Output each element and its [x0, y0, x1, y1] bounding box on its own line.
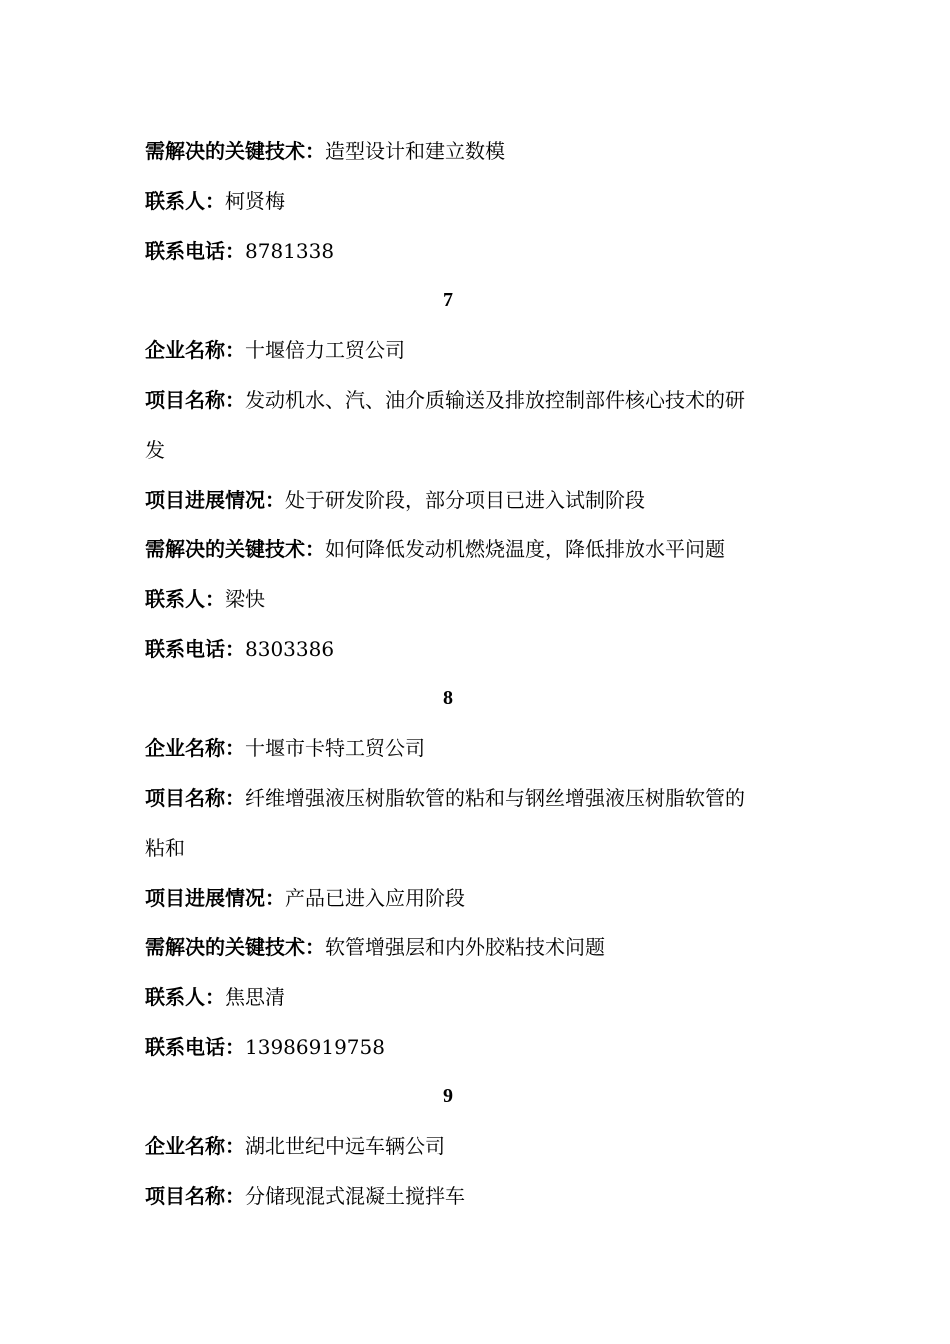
company-line: [145, 336, 825, 364]
field-value: 十堰倍力工贸公司: [245, 338, 405, 362]
field-value: 13986919758: [245, 1035, 385, 1059]
field-label: 需解决的关键技术：: [145, 139, 325, 163]
field-label: 联系人：: [145, 189, 225, 213]
field-label: 项目进展情况：: [145, 488, 285, 512]
field-value: 如何降低发动机燃烧温度，降低排放水平问题: [325, 537, 725, 561]
project-line-continued: [145, 834, 825, 862]
project-line: [145, 386, 825, 414]
project-line-continued: [145, 436, 825, 464]
entry-number: 7: [443, 289, 453, 311]
key-tech-line: [145, 137, 825, 165]
field-label: 项目名称：: [145, 786, 245, 810]
field-value: 梁快: [225, 587, 265, 611]
field-value: 产品已进入应用阶段: [285, 886, 465, 910]
field-value: 焦思清: [225, 985, 285, 1009]
field-label: 企业名称：: [145, 338, 245, 362]
field-value: 发动机水、汽、油介质输送及排放控制部件核心技术的研: [245, 388, 745, 412]
field-value: 分储现混式混凝土搅拌车: [245, 1184, 465, 1208]
field-value: 8303386: [245, 637, 335, 661]
field-value: 十堰市卡特工贸公司: [245, 736, 425, 760]
field-value: 纤维增强液压树脂软管的粘和与钢丝增强液压树脂软管的: [245, 786, 745, 810]
field-label: 联系人：: [145, 587, 225, 611]
field-label: 项目进展情况：: [145, 886, 285, 910]
entry-number: 8: [443, 687, 453, 709]
field-value: 湖北世纪中远车辆公司: [245, 1134, 445, 1158]
phone-line: [145, 635, 825, 663]
phone-line: [145, 237, 825, 265]
field-label: 联系人：: [145, 985, 225, 1009]
field-label: 企业名称：: [145, 736, 245, 760]
contact-line: [145, 187, 825, 215]
field-value: 造型设计和建立数模: [325, 139, 505, 163]
field-value: 处于研发阶段，部分项目已进入试制阶段: [285, 488, 645, 512]
field-label: 联系电话：: [145, 1035, 245, 1059]
progress-line: [145, 884, 825, 912]
key-tech-line: [145, 933, 825, 961]
company-line: [145, 1132, 825, 1160]
progress-line: [145, 486, 825, 514]
project-line: [145, 1182, 825, 1210]
entry-number: 9: [443, 1085, 453, 1107]
field-label: 项目名称：: [145, 1184, 245, 1208]
contact-line: [145, 983, 825, 1011]
field-label: 企业名称：: [145, 1134, 245, 1158]
field-label: 项目名称：: [145, 388, 245, 412]
project-line: [145, 784, 825, 812]
key-tech-line: [145, 535, 825, 563]
field-label: 联系电话：: [145, 239, 245, 263]
field-label: 需解决的关键技术：: [145, 935, 325, 959]
field-label: 联系电话：: [145, 637, 245, 661]
field-value: 软管增强层和内外胶粘技术问题: [325, 935, 605, 959]
field-value: 柯贤梅: [225, 189, 285, 213]
field-label: 需解决的关键技术：: [145, 537, 325, 561]
phone-line: [145, 1033, 825, 1061]
field-value: 粘和: [145, 836, 185, 860]
field-value: 8781338: [245, 239, 335, 263]
contact-line: [145, 585, 825, 613]
company-line: [145, 734, 825, 762]
field-value: 发: [145, 438, 165, 462]
